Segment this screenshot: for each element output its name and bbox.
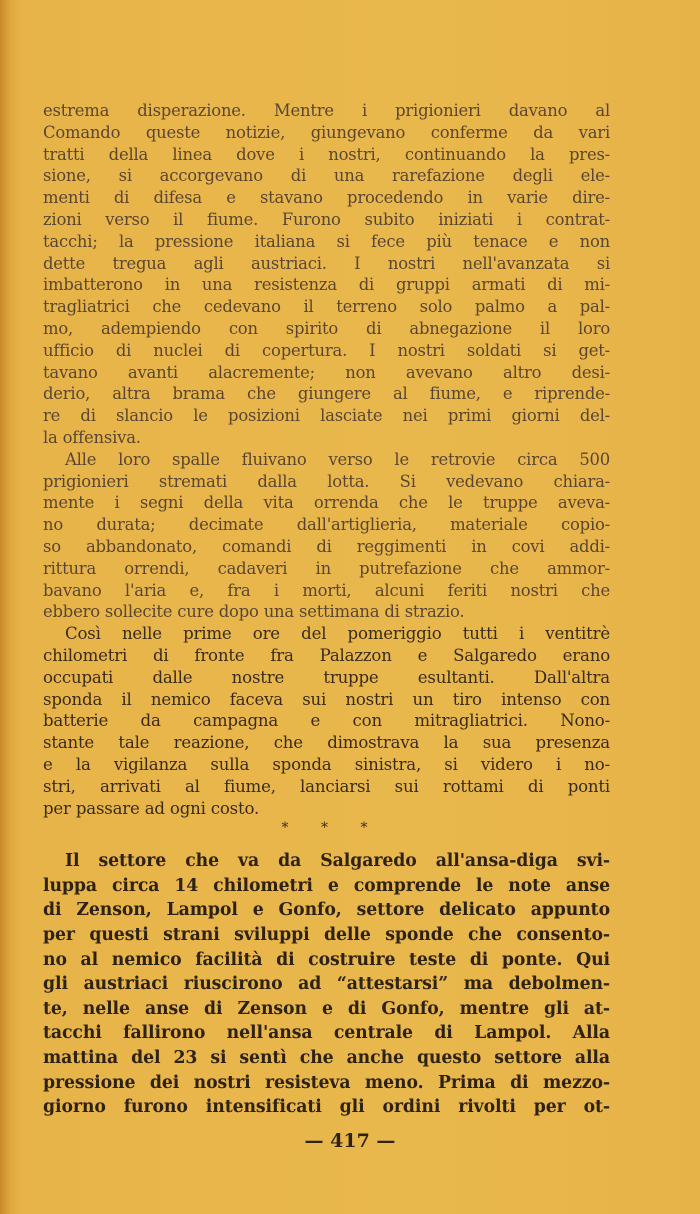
text-line: imbatterono in una resistenza di gruppi armati di mi- [43, 275, 610, 295]
paragraph-3 [43, 623, 610, 819]
text-line: stri, arrivati al fiume, lanciarsi sui rottami di ponti [43, 776, 610, 796]
text-line: ufficio di nuclei di copertura. I nostri soldati si get- [43, 340, 610, 360]
text-line: tavano avanti alacremente; non avevano altro desi- [43, 362, 610, 382]
paragraph-1 [43, 100, 610, 449]
text-line: prigionieri stremati dalla lotta. Si vedevano chiara- [43, 471, 610, 491]
text-line: per passare ad ogni costo. [43, 798, 260, 818]
text-line: e la vigilanza sulla sponda sinistra, si videro i no- [43, 754, 610, 774]
text-line: mattina del 23 si sentì che anche questo settore alla [43, 1048, 610, 1069]
text-line: te, nelle anse di Zenson e di Gonfo, mentre gli at- [43, 998, 610, 1019]
text-line: di Zenson, Lampol e Gonfo, settore delicato appunto [43, 900, 610, 921]
text-line: Così nelle prime ore del pomeriggio tutti i ventitrè [65, 624, 610, 644]
text-line: tacchi; la pressione italiana si fece più tenace e non [43, 231, 610, 251]
text-line: rittura orrendi, cadaveri in putrefazione che ammor- [43, 558, 610, 578]
text-line: so abbandonato, comandi di reggimenti in covi addi- [43, 536, 610, 556]
text-line: derio, altra brama che giungere al fiume, e riprende- [43, 384, 610, 404]
text-line: stante tale reazione, che dimostrava la sua presenza [43, 733, 610, 753]
text-line: tratti della linea dove i nostri, continuando la pres- [43, 144, 610, 164]
text-line: tacchi fallirono nell'ansa centrale di Lampol. Alla [43, 1023, 610, 1044]
text-line: no al nemico facilità di costruire teste di ponte. Qui [43, 949, 610, 970]
text-line: per questi strani sviluppi delle sponde che consento- [43, 925, 610, 946]
text-line: bavano l'aria e, fra i morti, alcuni feriti nostri che [43, 580, 610, 600]
text-line: Comando queste notizie, giungevano conferme da vari [43, 122, 610, 142]
text-line: Alle loro spalle fluivano verso le retrovie circa 500 [65, 449, 610, 469]
paragraph-2 [43, 449, 610, 623]
text-line: giorno furono intensificati gli ordini rivolti per ot- [43, 1097, 610, 1118]
text-line: sponda il nemico faceva sui nostri un tiro intenso con [43, 689, 610, 709]
text-line: pressione dei nostri resisteva meno. Prima di mezzo- [43, 1072, 610, 1093]
text-line: gli austriaci riuscirono ad “attestarsi” ma debolmen- [43, 974, 610, 995]
text-line: batterie da campagna e con mitragliatrici. Nono- [43, 711, 610, 731]
paragraph-4 [43, 849, 610, 1120]
text-line: menti di difesa e stavano procedendo in varie dire- [43, 188, 610, 208]
text-line: chilometri di fronte fra Palazzon e Salgaredo erano [43, 645, 610, 665]
text-line: no durata; decimate dall'artiglieria, materiale copio- [43, 515, 610, 535]
text-line: occupati dalle nostre truppe esultanti. Dall'altra [43, 667, 610, 687]
text-line: mente i segni della vita orrenda che le truppe aveva- [43, 493, 610, 513]
text-line: dette tregua agli austriaci. I nostri nell'avanzata si [43, 253, 610, 273]
body-text [43, 100, 610, 1120]
text-line: tragliatrici che cedevano il terreno solo palmo a pal- [43, 297, 610, 317]
text-line: re di slancio le posizioni lasciate nei primi giorni del- [43, 406, 610, 426]
text-line: estrema disperazione. Mentre i prigionieri davano al [43, 101, 610, 120]
text-line: la offensiva. [43, 427, 141, 447]
page-number: — 417 — [304, 1130, 396, 1152]
text-line: luppa circa 14 chilometri e comprende le note anse [43, 875, 610, 896]
text-line: zioni verso il fiume. Furono subito iniziati i contrat- [43, 209, 610, 229]
text-line: ebbero sollecite cure dopo una settimana di strazio. [43, 602, 465, 622]
text-line: sione, si accorgevano di una rarefazione degli ele- [43, 166, 610, 186]
text-line: mo, adempiendo con spirito di abnegazione il loro [43, 318, 610, 338]
text-line: Il settore che va da Salgaredo all'ansa-diga svi- [65, 851, 610, 872]
section-separator: * * * [281, 820, 382, 837]
